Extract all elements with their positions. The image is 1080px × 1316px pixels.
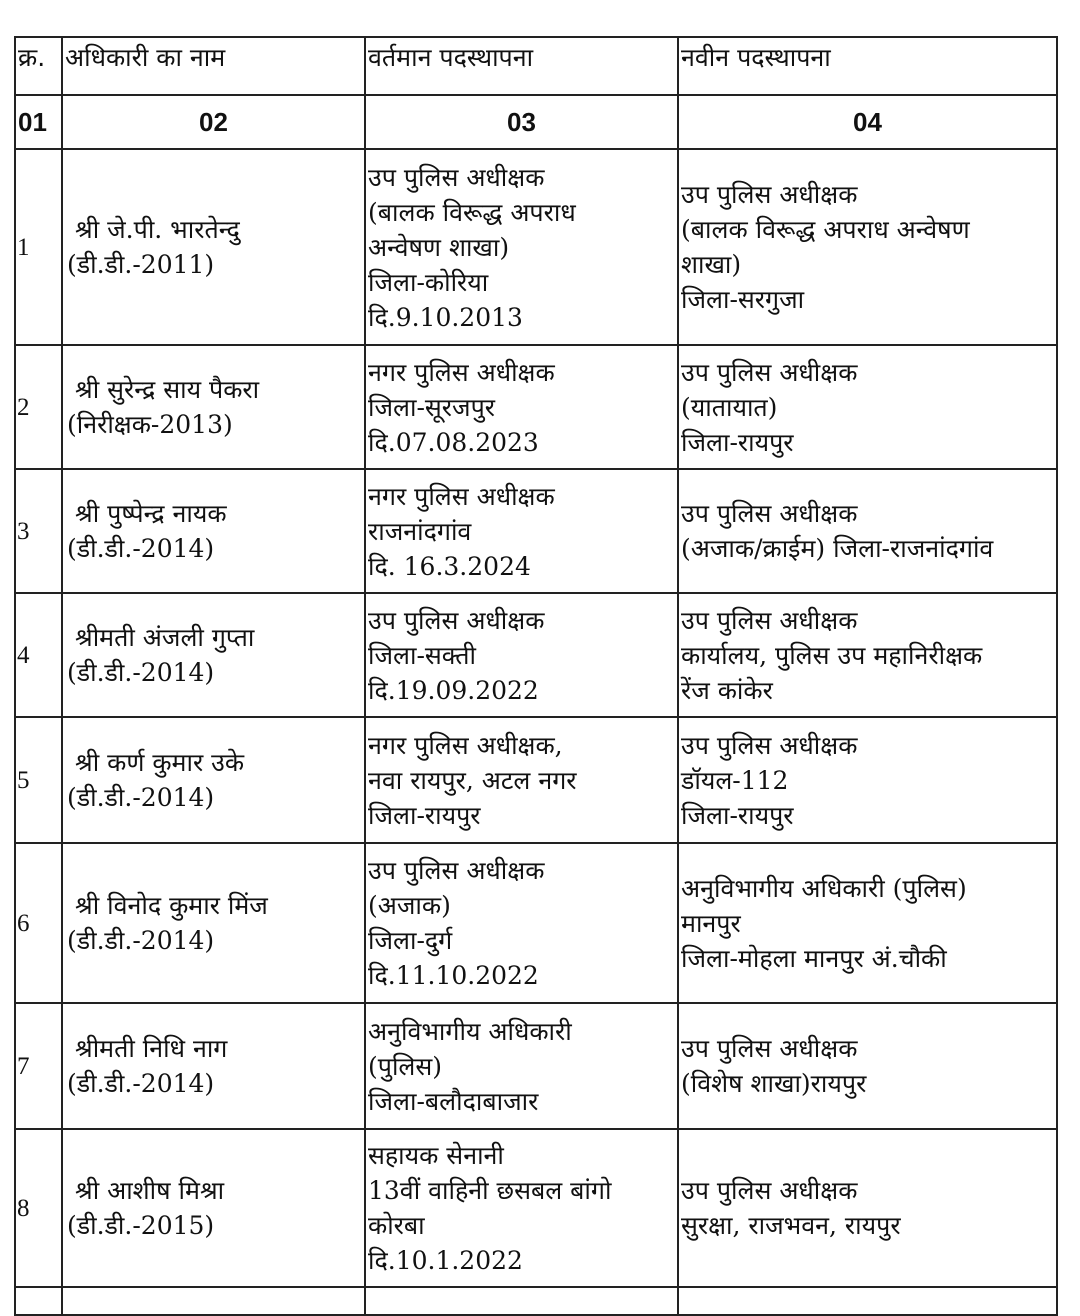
cell-line: रेंज कांकेर <box>681 675 773 705</box>
officer-name-cell <box>62 149 365 345</box>
header-new-posting: नवीन पदस्थापना <box>678 37 1057 95</box>
cell-line: मानपुर <box>681 908 741 938</box>
cell-line: जिला-सूरजपुर <box>368 392 495 422</box>
transfer-order-sheet <box>14 36 1056 1316</box>
cell-line: (बालक विरूद्ध अपराध अन्वेषण <box>681 215 970 244</box>
cell-line: दि.11.10.2022 <box>368 961 539 990</box>
cell-line: दि.10.1.2022 <box>368 1246 523 1275</box>
officer-name-cell <box>62 345 365 469</box>
cell-line: श्री जे.पी. भारतेन्दु <box>75 215 240 244</box>
cell-line: जिला-रायपुर <box>681 427 794 457</box>
header-row <box>15 37 1057 95</box>
cell-line: जिला-दुर्ग <box>368 926 453 955</box>
cell-line: अन्वेषण शाखा) <box>368 232 510 262</box>
cell-line: (अजाक) <box>368 891 451 920</box>
cell-line: जिला-रायपुर <box>368 800 481 830</box>
cell-line: उप पुलिस अधीक्षक <box>368 605 545 635</box>
officer-name-cell <box>62 593 365 717</box>
current-posting-cell <box>365 1129 678 1287</box>
cell-line: श्री आशीष मिश्रा <box>75 1176 225 1205</box>
table-row <box>15 149 1057 345</box>
cell-line: नवा रायपुर, अटल नगर <box>368 765 577 795</box>
cell-line: राजनांदगांव <box>368 516 472 546</box>
cell-line: उप पुलिस अधीक्षक <box>681 1034 858 1063</box>
cell-line: दि.19.09.2022 <box>368 675 539 705</box>
cell-line: सहायक सेनानी <box>368 1141 504 1170</box>
serial-cell: 7 <box>15 1003 62 1129</box>
cell-line: (पुलिस) <box>368 1051 443 1081</box>
cell-line: (बालक विरूद्ध अपराध <box>368 197 576 227</box>
cell-line: (निरीक्षक-2013) <box>67 410 233 439</box>
empty-cell <box>678 1287 1057 1315</box>
cell-line: श्री सुरेन्द्र साय पैकरा <box>75 375 260 404</box>
serial-cell: 4 <box>15 593 62 717</box>
cell-line: 13वीं वाहिनी छसबल बांगो <box>368 1176 612 1205</box>
cell-line: (डी.डी.-2014) <box>67 783 215 812</box>
new-posting-cell <box>678 717 1057 843</box>
cell-line: जिला-मोहला मानपुर अं.चौकी <box>681 943 947 973</box>
current-posting-cell <box>365 469 678 593</box>
column-number: 01 <box>15 95 62 149</box>
officer-name-cell <box>62 1003 365 1129</box>
current-posting-cell <box>365 149 678 345</box>
cell-line: उप पुलिस अधीक्षक <box>368 162 545 192</box>
new-posting-cell <box>678 1129 1057 1287</box>
cell-line: श्रीमती अंजली गुप्ता <box>75 623 255 652</box>
table-row-partial <box>15 1287 1057 1315</box>
cell-line: अनुविभागीय अधिकारी (पुलिस) <box>681 873 967 903</box>
cell-line: जिला-कोरिया <box>368 267 489 297</box>
officer-name-cell <box>62 843 365 1003</box>
cell-line: कोरबा <box>368 1211 425 1240</box>
cell-line: जिला-सक्ती <box>368 640 476 670</box>
column-number: 02 <box>62 95 365 149</box>
officer-name-cell <box>62 717 365 843</box>
serial-cell: 2 <box>15 345 62 469</box>
cell-line: उप पुलिस अधीक्षक <box>681 499 858 528</box>
cell-line: श्री विनोद कुमार मिंज <box>75 891 268 920</box>
cell-line: सुरक्षा, राजभवन, रायपुर <box>681 1211 901 1240</box>
cell-line: (डी.डी.-2014) <box>67 926 215 955</box>
cell-line: उप पुलिस अधीक्षक <box>681 1176 858 1205</box>
table-row <box>15 843 1057 1003</box>
cell-line: उप पुलिस अधीक्षक <box>681 730 858 760</box>
cell-line: (डी.डी.-2014) <box>67 658 215 687</box>
serial-cell: 3 <box>15 469 62 593</box>
cell-line: श्रीमती निधि नाग <box>75 1034 228 1063</box>
new-posting-cell <box>678 149 1057 345</box>
cell-line: (डी.डी.-2011) <box>67 250 215 279</box>
cell-line: (यातायात) <box>681 392 778 422</box>
serial-cell: 1 <box>15 149 62 345</box>
new-posting-cell <box>678 843 1057 1003</box>
serial-cell: 8 <box>15 1129 62 1287</box>
cell-line: दि. 16.3.2024 <box>368 551 531 581</box>
cell-line: जिला-सरगुजा <box>681 285 805 314</box>
cell-line: दि.9.10.2013 <box>368 302 523 332</box>
table-row <box>15 593 1057 717</box>
officer-name-cell <box>62 1129 365 1287</box>
current-posting-cell <box>365 717 678 843</box>
empty-cell <box>62 1287 365 1315</box>
cell-line: (अजाक/क्राईम) जिला-राजनांदगांव <box>681 534 994 563</box>
cell-line: जिला-रायपुर <box>681 800 794 830</box>
header-serial: क्र. <box>15 37 62 95</box>
column-number: 03 <box>365 95 678 149</box>
table-row <box>15 717 1057 843</box>
transfer-table <box>14 36 1058 1316</box>
cell-line: दि.07.08.2023 <box>368 427 539 457</box>
cell-line: (डी.डी.-2015) <box>67 1211 215 1240</box>
cell-line: उप पुलिस अधीक्षक <box>681 605 858 635</box>
cell-line: श्री कर्ण कुमार उके <box>75 748 245 777</box>
cell-line: उप पुलिस अधीक्षक <box>681 180 858 209</box>
cell-line: उप पुलिस अधीक्षक <box>681 357 858 387</box>
table-row <box>15 1003 1057 1129</box>
new-posting-cell <box>678 469 1057 593</box>
table-row <box>15 469 1057 593</box>
officer-name-cell <box>62 469 365 593</box>
cell-line: नगर पुलिस अधीक्षक <box>368 481 555 511</box>
cell-line: (विशेष शाखा)रायपुर <box>681 1069 867 1098</box>
cell-line: (डी.डी.-2014) <box>67 534 215 563</box>
empty-cell <box>15 1287 62 1315</box>
header-officer-name: अधिकारी का नाम <box>62 37 365 95</box>
cell-line: कार्यालय, पुलिस उप महानिरीक्षक <box>681 640 983 670</box>
table-row <box>15 1129 1057 1287</box>
cell-line: अनुविभागीय अधिकारी <box>368 1016 572 1046</box>
cell-line: नगर पुलिस अधीक्षक <box>368 357 555 387</box>
cell-line: नगर पुलिस अधीक्षक, <box>368 730 563 760</box>
cell-line: जिला-बलौदाबाजार <box>368 1086 539 1116</box>
new-posting-cell <box>678 593 1057 717</box>
serial-cell: 6 <box>15 843 62 1003</box>
cell-line: शाखा) <box>681 250 742 279</box>
table-row <box>15 345 1057 469</box>
column-number-row <box>15 95 1057 149</box>
empty-cell <box>365 1287 678 1315</box>
cell-line: उप पुलिस अधीक्षक <box>368 856 545 885</box>
current-posting-cell <box>365 843 678 1003</box>
cell-line: (डी.डी.-2014) <box>67 1069 215 1098</box>
current-posting-cell <box>365 345 678 469</box>
new-posting-cell <box>678 1003 1057 1129</box>
column-number: 04 <box>678 95 1057 149</box>
header-current-posting: वर्तमान पदस्थापना <box>365 37 678 95</box>
new-posting-cell <box>678 345 1057 469</box>
serial-cell: 5 <box>15 717 62 843</box>
current-posting-cell <box>365 593 678 717</box>
cell-line: श्री पुष्पेन्द्र नायक <box>75 499 227 528</box>
current-posting-cell <box>365 1003 678 1129</box>
cell-line: डॉयल-112 <box>681 765 789 795</box>
